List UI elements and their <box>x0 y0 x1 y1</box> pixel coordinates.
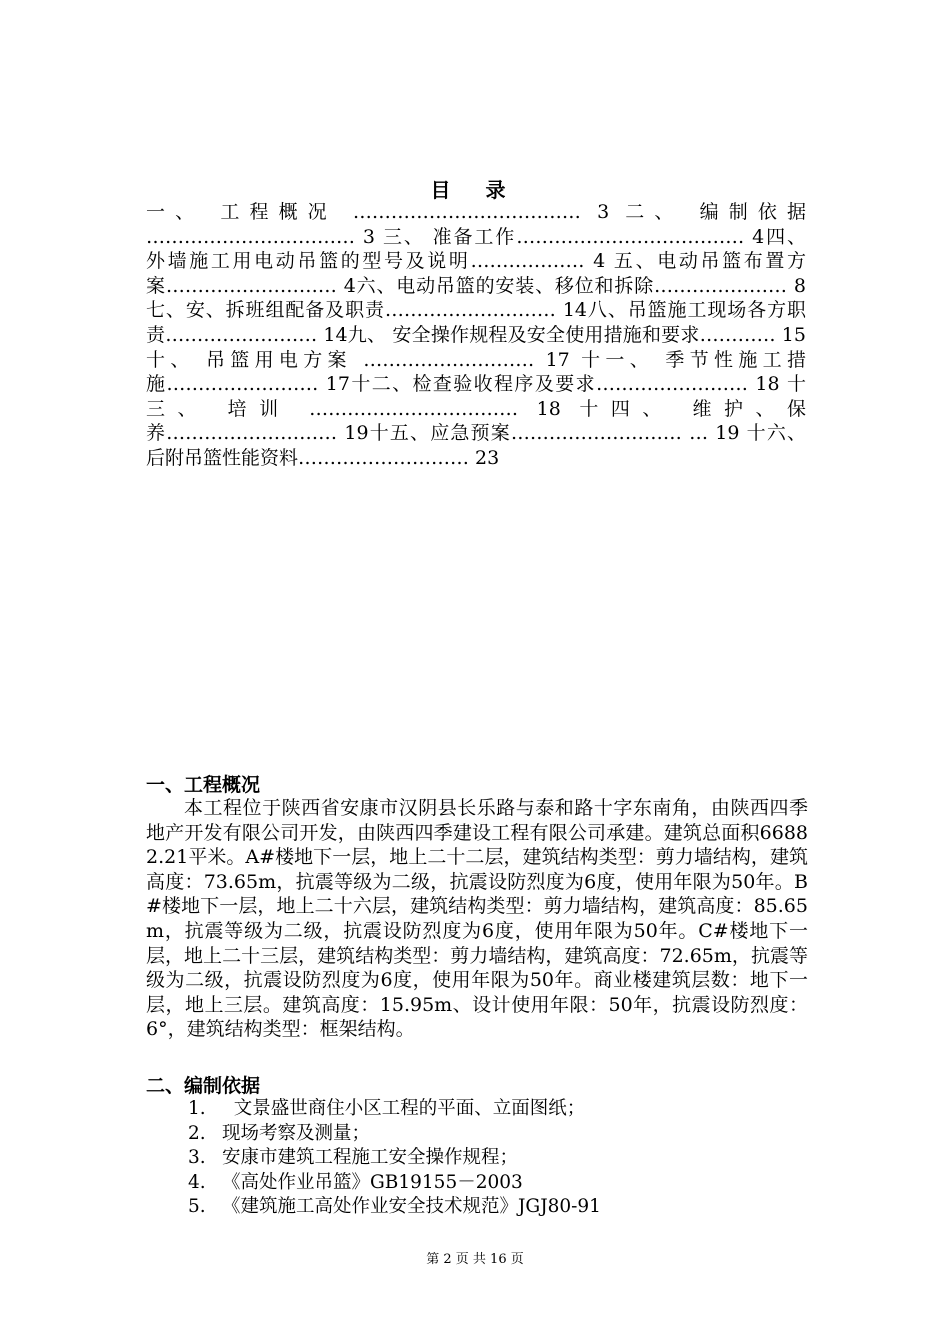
section-heading-basis: 二、编制依据 <box>146 1075 261 1097</box>
page-footer: 第 2 页 共 16 页 <box>426 1252 524 1267</box>
section-heading-overview: 一、工程概况 <box>146 774 261 796</box>
list-item: 1. 文景盛世商住小区工程的平面、立面图纸； <box>188 1098 586 1119</box>
list-item: 2. 现场考察及测量； <box>188 1122 371 1144</box>
toc-title: 目 录 <box>430 178 520 202</box>
basis-list <box>146 1097 806 1220</box>
list-item: 5. 《建筑施工高处作业安全技术规范》JGJ80-91 <box>188 1196 601 1218</box>
list-item: 3. 安康市建筑工程施工安全操作规程； <box>188 1147 519 1169</box>
list-item: 4. 《高处作业吊篮》GB19155－2003 <box>188 1171 523 1193</box>
table-of-contents: 一、 工程概况 ……………………………… 3 二、 编制依据 …………………………… 3 三、 准备工作……………………………… 4四、 外墙施工用电动吊篮的型号及说明……………… 4 五、电动吊篮布置方案……………………… 4六、电动吊篮的安装、移位和拆除………………… 8七、安、拆班组配备及职责……………………… 14八、吊篮施工现场各方职责…………………… 14九、 安全操作规程及安全使用措施和要求………… 15十、 吊篮用电方案 ……………………… 17 十一、 季节性施工措施…………………… 17十二、检查验收程序及要求…………………… 18 十三、 培训 …………………………… 18 十四、 维护、保养……………………… 19十五、应急预案……………………… … 19 十六、 后附吊篮性能资料……………………… 23 <box>146 201 806 469</box>
overview-paragraph: 本工程位于陕西省安康市汉阴县长乐路与泰和路十字东南角，由陕西四季地产开发有限公司开发，由陕西四季建设工程有限公司承建。建筑总面积66882.21平米。A#楼地下一层，地上二十二层，建筑结构类型：剪力墙结构，建筑高度：73.65m，抗震等级为二级，抗震设防烈度为6度，使用年限为50年。B#楼地下一层，地上二十六层，建筑结构类型：剪力墙结构，建筑高度：85.65m，抗震等级为二级，抗震设防烈度为6度，使用年限为50年。C#楼地下一层，地上二十三层，建筑结构类型：剪力墙结构，建筑高度：72.65m，抗震等级为二级，抗震设防烈度为6度，使用年限为50年。商业楼建筑层数：地下一层，地上三层。建筑高度：15.95m、设计使用年限：50年，抗震设防烈度：6°，建筑结构类型：框架结构。 <box>146 797 808 1041</box>
